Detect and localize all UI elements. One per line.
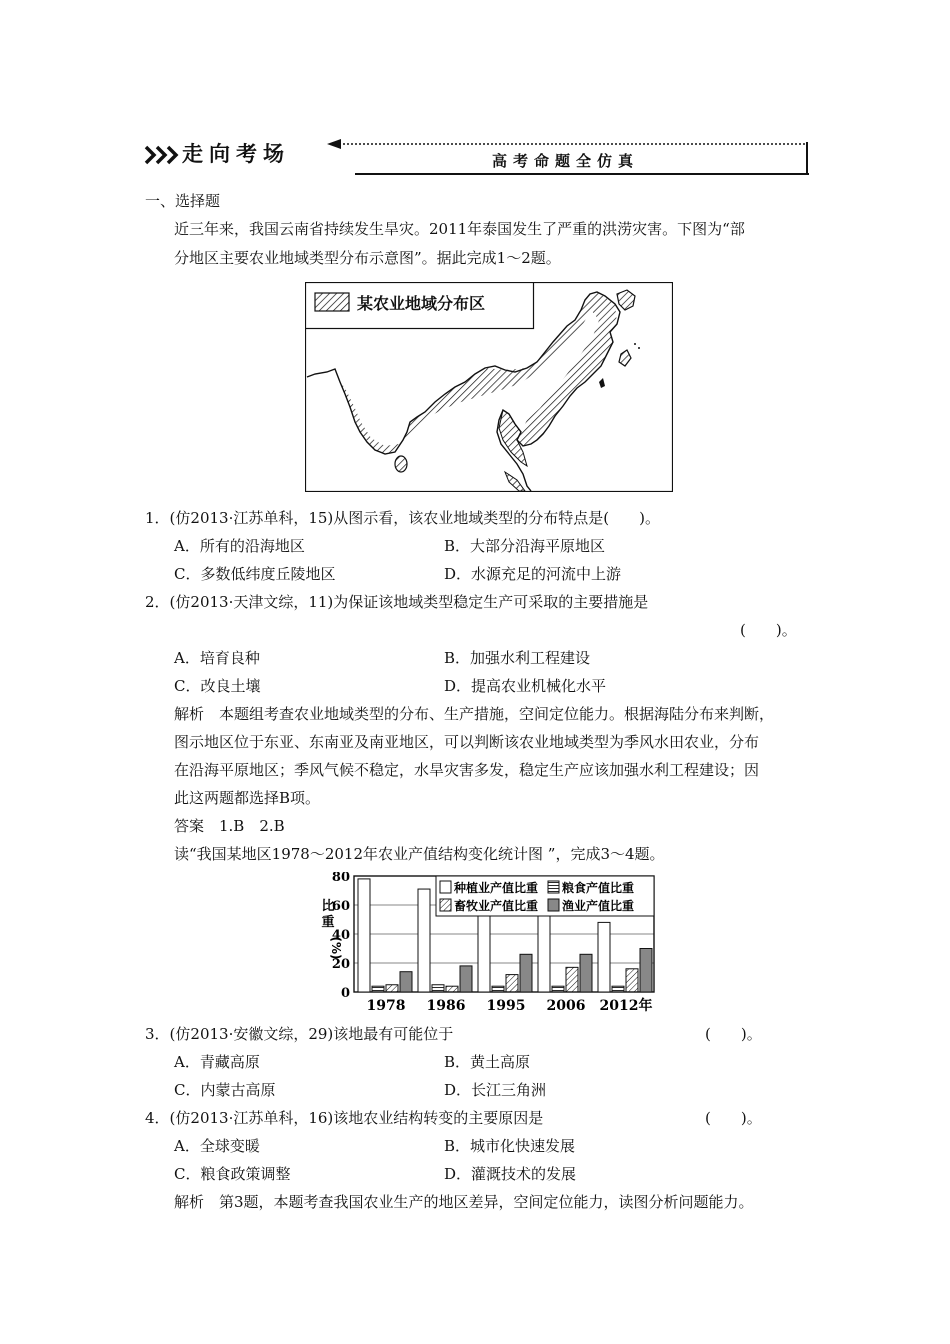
x-tick-label: 1995: [486, 998, 526, 1014]
q2-stem: 2．(仿2013·天津文综，11)为保证该地域类型稳定生产可采取的主要措施是: [145, 593, 649, 611]
q3-option-d[interactable]: D．长江三角洲: [444, 1081, 547, 1099]
chevrons-icon: [144, 144, 180, 166]
q4-option-d[interactable]: D．灌溉技术的发展: [444, 1165, 577, 1183]
agriculture-map: [305, 282, 673, 492]
y-tick-label: 80: [331, 872, 350, 885]
q4-option-a[interactable]: A．全球变暖: [174, 1137, 260, 1155]
legend-swatch: [440, 881, 451, 893]
q1-option-c[interactable]: C．多数低纬度丘陵地区: [174, 565, 336, 583]
bar-种植业产值比重: [418, 889, 430, 992]
bar-chart: [318, 872, 660, 1018]
y-tick-label: 60: [331, 899, 350, 914]
q4-answer-bracket[interactable]: ( )。: [705, 1109, 762, 1127]
bar-畜牧业产值比重: [506, 975, 518, 992]
x-tick-label: 1978: [366, 998, 406, 1014]
y-tick-label: 20: [331, 957, 350, 972]
x-tick-label: 2012年: [599, 998, 653, 1014]
q3-option-c[interactable]: C．内蒙古高原: [174, 1081, 276, 1099]
q1-option-d[interactable]: D．水源充足的河流中上游: [444, 565, 622, 583]
bar-种植业产值比重: [598, 922, 610, 992]
q3-answer-bracket[interactable]: ( )。: [705, 1025, 762, 1043]
analysis2-line-1: 解析 第3题，本题考查我国农业生产的地区差异，空间定位能力，读图分析问题能力。: [174, 1193, 754, 1211]
q2-option-a[interactable]: A．培育良种: [174, 649, 260, 667]
legend-swatch: [440, 899, 451, 911]
q4-stem: 4．(仿2013·江苏单科，16)该地农业结构转变的主要原因是: [145, 1109, 544, 1127]
bar-畜牧业产值比重: [386, 985, 398, 992]
bar-渔业产值比重: [640, 949, 652, 993]
answer-1: 答案 1.B 2.B: [174, 817, 285, 835]
bar-粮食产值比重: [552, 986, 564, 992]
q2-option-d[interactable]: D．提高农业机械化水平: [444, 677, 607, 695]
legend-label: 渔业产值比重: [562, 899, 635, 913]
y-tick-label: 0: [340, 986, 350, 1001]
analysis1-line-4: 此这两题都选择B项。: [174, 789, 321, 807]
analysis1-line-2: 图示地区位于东亚、东南亚及南亚地区，可以判断该农业地域类型为季风水田农业，分布: [174, 733, 760, 751]
banner-subtitle: 高考命题全仿真: [492, 152, 640, 170]
bar-渔业产值比重: [580, 954, 592, 992]
y-axis-label-char: 比: [321, 899, 335, 914]
y-axis-label-char: 重: [321, 915, 335, 930]
q2-option-b[interactable]: B．加强水利工程建设: [444, 649, 591, 667]
q3-option-a[interactable]: A．青藏高原: [174, 1053, 260, 1071]
y-tick-label: 40: [331, 928, 350, 943]
q3-stem: 3．(仿2013·安徽文综，29)该地最有可能位于: [145, 1025, 454, 1043]
bar-种植业产值比重: [358, 879, 370, 992]
bar-渔业产值比重: [400, 972, 412, 992]
y-axis-unit: (%): [329, 936, 343, 960]
q2-option-c[interactable]: C．改良土壤: [174, 677, 261, 695]
bar-种植业产值比重: [538, 915, 550, 992]
bar-种植业产值比重: [478, 914, 490, 992]
q4-option-b[interactable]: B．城市化快速发展: [444, 1137, 576, 1155]
q2-answer-bracket[interactable]: ( )。: [740, 621, 797, 639]
q4-option-c[interactable]: C．粮食政策调整: [174, 1165, 291, 1183]
bar-渔业产值比重: [520, 954, 532, 992]
legend-label: 畜牧业产值比重: [454, 899, 539, 913]
banner: [140, 132, 816, 176]
legend-label: 粮食产值比重: [562, 881, 635, 895]
legend-swatch: [548, 881, 559, 893]
q1-option-a[interactable]: A．所有的沿海地区: [174, 537, 305, 555]
chart-svg: [318, 872, 660, 1018]
analysis1-line-3: 在沿海平原地区；季风气候不稳定，水旱灾害多发，稳定生产应该加强水利工程建设；因: [174, 761, 760, 779]
legend-label: 种植业产值比重: [454, 881, 539, 895]
x-tick-label: 1986: [426, 998, 466, 1014]
banner-title: 走向考场: [182, 142, 290, 166]
bar-粮食产值比重: [432, 985, 444, 992]
section-title: 一、选择题: [145, 192, 221, 210]
map-legend-label: 某农业地域分布区: [357, 294, 486, 313]
bar-渔业产值比重: [460, 966, 472, 992]
q1-option-b[interactable]: B．大部分沿海平原地区: [444, 537, 606, 555]
intro-line-2: 分地区主要农业地域类型分布示意图”。据此完成1～2题。: [174, 249, 561, 267]
bar-畜牧业产值比重: [626, 969, 638, 992]
bar-畜牧业产值比重: [566, 967, 578, 992]
q1-stem: 1．(仿2013·江苏单科，15)从图示看，该农业地域类型的分布特点是( )。: [145, 509, 660, 527]
bar-粮食产值比重: [612, 986, 624, 992]
intro-line-1: 近三年来，我国云南省持续发生旱灾。2011年泰国发生了严重的洪涝灾害。下图为“部: [174, 220, 745, 238]
q3-option-b[interactable]: B．黄土高原: [444, 1053, 531, 1071]
chart-intro: 读“我国某地区1978～2012年农业产值结构变化统计图 ”，完成3～4题。: [174, 845, 665, 863]
legend-swatch: [548, 899, 559, 911]
analysis1-line-1: 解析 本题组考查农业地域类型的分布、生产措施，空间定位能力。根据海陆分布来判断，: [174, 705, 775, 723]
bar-粮食产值比重: [372, 986, 384, 992]
bar-粮食产值比重: [492, 986, 504, 992]
bar-畜牧业产值比重: [446, 986, 458, 992]
x-tick-label: 2006: [546, 998, 586, 1014]
